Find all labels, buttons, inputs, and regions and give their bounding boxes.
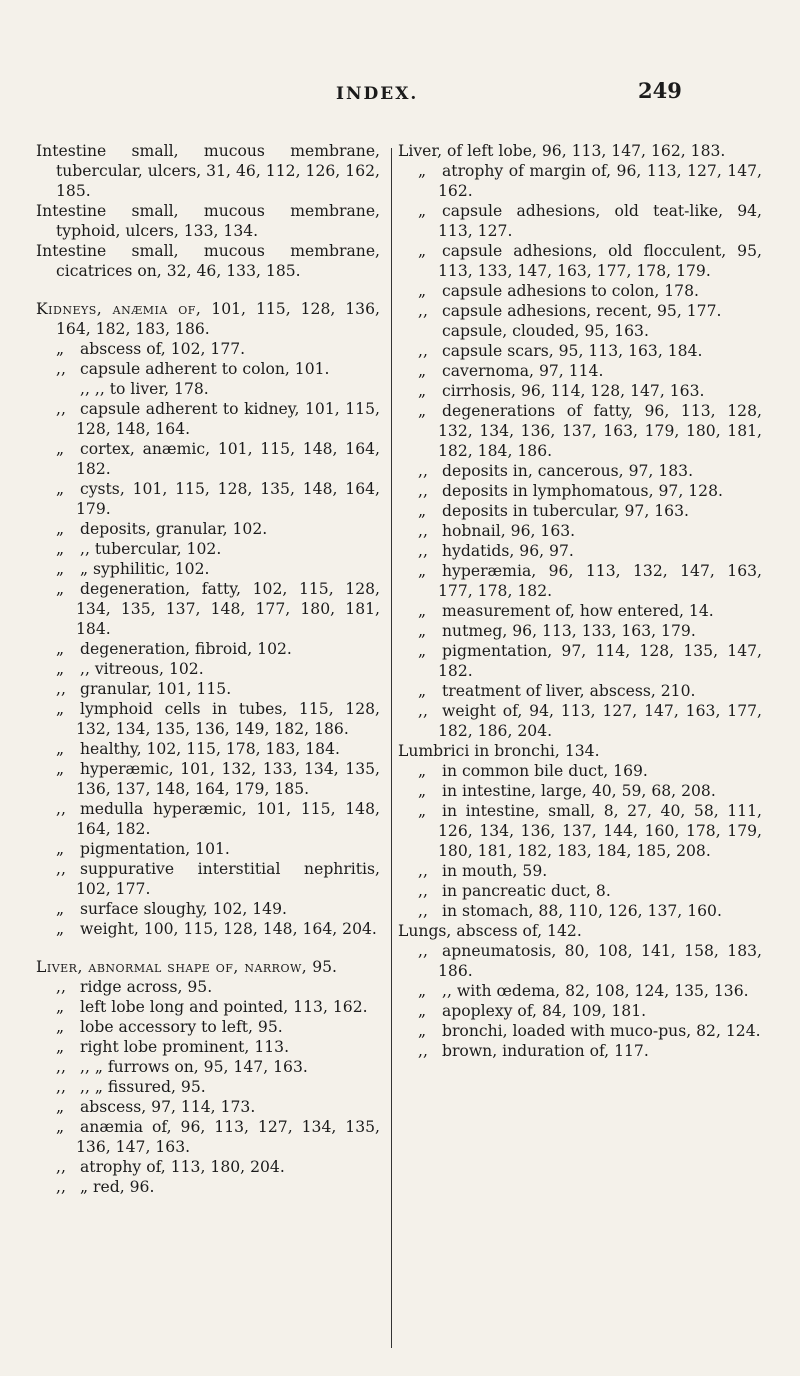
index-entry: Lumbrici in bronchi, 134. [398,742,600,760]
index-subentry [398,301,762,321]
index-subentry [398,561,762,601]
index-entry: Intestine small, mucous membrane, tubercular, ulcers, 31, 46, 112, 126, 162, 185. [36,142,380,200]
subentry-text: abscess of, 102, 177. [80,340,246,358]
ditto-mark: „ [56,520,65,538]
subentry-text: brown, induration of, 117. [442,1042,649,1060]
subentry-text: ,, ,, to liver, 178. [80,380,209,398]
index-subentry [36,659,380,679]
subentry-text: surface sloughy, 102, 149. [80,900,287,918]
ditto-mark: „ [56,900,65,918]
ditto-mark: ,, [418,942,428,960]
subentry-text: deposits in lymphomatous, 97, 128. [442,482,723,500]
subentry-text: degenerations of fatty, 96, 113, 128, 132, 134, 136, 137, 163, 179, 180, 181, 182, 184, 186. [438,402,762,460]
ditto-mark: ,, [418,482,428,500]
subentry-text: hydatids, 96, 97. [442,542,574,560]
index-subentry [398,801,762,861]
subentry-text: capsule adhesions, old teat-like, 94, 113, 127. [438,202,762,240]
ditto-mark: ,, [418,882,428,900]
ditto-mark: „ [418,162,427,180]
column-divider [391,148,392,1348]
ditto-mark: „ [418,282,427,300]
subentry-text: lobe accessory to left, 95. [80,1018,283,1036]
subentry-text: cavernoma, 97, 114. [442,362,604,380]
subentry-text: deposits, granular, 102. [80,520,268,538]
ditto-mark: ,, [418,522,428,540]
subentry-text: measurement of, how entered, 14. [442,602,714,620]
subentry-text: pigmentation, 101. [80,840,230,858]
subentry-text: in intestine, large, 40, 59, 68, 208. [442,782,716,800]
subentry-text: lymphoid cells in tubes, 115, 128, 132, 134, 135, 136, 149, 182, 186. [76,700,380,738]
subentry-text: atrophy of, 113, 180, 204. [80,1158,285,1176]
subentry-text: capsule adhesions to colon, 178. [442,282,699,300]
index-subentry [398,461,762,481]
ditto-mark: „ [418,242,427,260]
index-heading: Liver, abnormal shape of, narrow, [36,958,308,976]
index-subentry [398,321,762,341]
subentry-text: deposits in, cancerous, 97, 183. [442,462,694,480]
ditto-mark: „ [56,1038,65,1056]
ditto-mark: „ [418,762,427,780]
index-subentry [398,501,762,521]
subentry-text: apneumatosis, 80, 108, 141, 158, 183, 186. [438,942,762,980]
ditto-mark: ,, [418,462,428,480]
subentry-text: cirrhosis, 96, 114, 128, 147, 163. [442,382,705,400]
ditto-mark: „ [418,682,427,700]
index-subentry [398,1001,762,1021]
subentry-text: capsule adhesions, recent, 95, 177. [442,302,722,320]
ditto-mark: „ [56,1018,65,1036]
subentry-text: capsule adherent to colon, 101. [80,360,330,378]
index-subentry [36,1077,380,1097]
subentry-text: ,, vitreous, 102. [80,660,204,678]
left-column [36,141,380,1197]
ditto-mark: ,, [56,860,66,878]
subentry-text: right lobe prominent, 113. [80,1038,290,1056]
ditto-mark: „ [418,562,427,580]
index-entry: Lungs, abscess of, 142. [398,922,582,940]
index-subentry [36,977,380,997]
index-subentry [36,379,380,399]
ditto-mark: „ [418,382,427,400]
index-heading-entry [36,299,380,339]
page-header [0,78,800,114]
subentry-text: hyperæmic, 101, 132, 133, 134, 135, 136, 137, 148, 164, 179, 185. [76,760,380,798]
subentry-text: abscess, 97, 114, 173. [80,1098,256,1116]
index-subentry [36,919,380,939]
index-subentry [398,601,762,621]
subentry-text: ,, „ furrows on, 95, 147, 163. [80,1058,308,1076]
ditto-mark: „ [56,640,65,658]
subentry-text: ridge across, 95. [80,978,213,996]
index-entry: Liver, of left lobe, 96, 113, 147, 162, 183. [398,142,726,160]
index-subentry [36,799,380,839]
index-subentry [36,579,380,639]
ditto-mark: „ [418,782,427,800]
index-subentry [36,1097,380,1117]
ditto-mark: ,, [56,1058,66,1076]
ditto-mark: ,, [418,302,428,320]
subentry-text: ,, „ fissured, 95. [80,1078,206,1096]
subentry-text: pigmentation, 97, 114, 128, 135, 147, 182. [438,642,762,680]
subentry-text: in stomach, 88, 110, 126, 137, 160. [442,902,722,920]
section-gap [36,939,380,957]
index-subentry [398,761,762,781]
ditto-mark: ,, [56,1178,66,1196]
index-subentry [36,1157,380,1177]
ditto-mark: „ [418,1002,427,1020]
index-subentry [36,1037,380,1057]
index-subentry [36,759,380,799]
ditto-mark: ,, [56,1158,66,1176]
subentry-text: capsule scars, 95, 113, 163, 184. [442,342,703,360]
subentry-text: degeneration, fibroid, 102. [80,640,292,658]
index-subentry [36,1057,380,1077]
ditto-mark: „ [418,602,427,620]
index-subentry [398,941,762,981]
ditto-mark: „ [418,502,427,520]
index-subentry [398,641,762,681]
subentry-text: ,, tubercular, 102. [80,540,222,558]
index-subentry [36,739,380,759]
ditto-mark: „ [56,1118,65,1136]
index-subentry [398,361,762,381]
ditto-mark: „ [418,1022,427,1040]
index-heading: Kidneys, anæmia of, [36,300,202,318]
subentry-text: healthy, 102, 115, 178, 183, 184. [80,740,340,758]
ditto-mark: „ [56,580,65,598]
subentry-text: degeneration, fatty, 102, 115, 128, 134, 135, 137, 148, 177, 180, 181, 184. [76,580,380,638]
subentry-text: atrophy of margin of, 96, 113, 127, 147, 162. [438,162,762,200]
ditto-mark: „ [56,840,65,858]
index-subentry [36,859,380,899]
index-heading-entry [36,957,380,977]
index-heading-pages: 101, 115, 128, 136, 164, 182, 183, 186. [56,300,380,338]
subentry-text: in common bile duct, 169. [442,762,648,780]
ditto-mark: „ [56,700,65,718]
ditto-mark: ,, [418,702,428,720]
subentry-text: in pancreatic duct, 8. [442,882,611,900]
ditto-mark: ,, [56,978,66,996]
index-subentry [398,701,762,741]
ditto-mark: „ [56,440,65,458]
ditto-mark: „ [56,660,65,678]
subentry-text: deposits in tubercular, 97, 163. [442,502,689,520]
ditto-mark: „ [418,362,427,380]
ditto-mark: ,, [56,800,66,818]
index-subentry [398,201,762,241]
subentry-text: weight, 100, 115, 128, 148, 164, 204. [80,920,377,938]
index-subentry [36,399,380,439]
subentry-text: in mouth, 59. [442,862,548,880]
subentry-text: bronchi, loaded with muco-pus, 82, 124. [442,1022,761,1040]
index-subentry [398,981,762,1001]
index-subentry [398,621,762,641]
ditto-mark: „ [56,760,65,778]
ditto-mark: ,, [418,902,428,920]
ditto-mark: ,, [56,1078,66,1096]
subentry-text: cysts, 101, 115, 128, 135, 148, 164, 179. [76,480,380,518]
index-subentry [398,881,762,901]
index-subentry [398,681,762,701]
page-number: 249 [638,78,682,103]
ditto-mark: „ [418,402,427,420]
index-subentry [398,161,762,201]
index-subentry [398,521,762,541]
subentry-text: capsule adherent to kidney, 101, 115, 128, 148, 164. [76,400,380,438]
ditto-mark: „ [418,982,427,1000]
index-subentry [36,1017,380,1037]
ditto-mark: ,, [418,862,428,880]
subentry-text: hyperæmia, 96, 113, 132, 147, 163, 177, 178, 182. [438,562,762,600]
subentry-text: ,, with œdema, 82, 108, 124, 135, 136. [442,982,749,1000]
ditto-mark: „ [56,480,65,498]
index-subentry [398,481,762,501]
index-subentry [36,899,380,919]
index-subentry [398,1021,762,1041]
subentry-text: treatment of liver, abscess, 210. [442,682,696,700]
subentry-text: left lobe long and pointed, 113, 162. [80,998,368,1016]
subentry-text: medulla hyperæmic, 101, 115, 148, 164, 182. [76,800,380,838]
index-subentry [36,1177,380,1197]
index-subentry [36,1117,380,1157]
index-entry: Intestine small, mucous membrane, typhoid, ulcers, 133, 134. [36,202,380,240]
subentry-text: capsule adhesions, old flocculent, 95, 113, 133, 147, 163, 177, 178, 179. [438,242,762,280]
ditto-mark: „ [56,998,65,1016]
index-subentry [398,1041,762,1061]
index-subentry [398,901,762,921]
section-gap [36,281,380,299]
index-subentry [36,997,380,1017]
right-column [398,141,762,1061]
index-entry: Intestine small, mucous membrane, cicatrices on, 32, 46, 133, 185. [36,242,380,280]
index-subentry [36,539,380,559]
index-subentry [36,839,380,859]
subentry-text: „ syphilitic, 102. [80,560,210,578]
ditto-mark: „ [418,622,427,640]
subentry-text: hobnail, 96, 163. [442,522,576,540]
index-subentry [398,401,762,461]
ditto-mark: ,, [56,680,66,698]
index-subentry [398,241,762,281]
index-subentry [36,519,380,539]
index-subentry [36,639,380,659]
subentry-text: granular, 101, 115. [80,680,232,698]
ditto-mark: ,, [56,400,66,418]
subentry-text: in intestine, small, 8, 27, 40, 58, 111, 126, 134, 136, 137, 144, 160, 178, 179, 180, 181, 182, 183, 184, 185, 208. [438,802,762,860]
index-subentry [398,781,762,801]
index-subentry [36,679,380,699]
ditto-mark: ,, [418,542,428,560]
ditto-mark: „ [418,802,427,820]
ditto-mark: „ [56,1098,65,1116]
ditto-mark: ,, [56,360,66,378]
subentry-text: nutmeg, 96, 113, 133, 163, 179. [442,622,696,640]
ditto-mark: „ [418,642,427,660]
ditto-mark: „ [56,340,65,358]
subentry-text: cortex, anæmic, 101, 115, 148, 164, 182. [76,440,380,478]
subentry-text: weight of, 94, 113, 127, 147, 163, 177, 182, 186, 204. [438,702,762,740]
index-subentry [36,479,380,519]
ditto-mark: „ [418,202,427,220]
index-subentry [36,359,380,379]
index-subentry [36,699,380,739]
running-title: INDEX. [336,84,419,104]
index-subentry [398,341,762,361]
subentry-text: anæmia of, 96, 113, 127, 134, 135, 136, 147, 163. [76,1118,380,1156]
subentry-text: „ red, 96. [80,1178,155,1196]
ditto-mark: ,, [418,342,428,360]
ditto-mark: „ [56,540,65,558]
index-subentry [36,559,380,579]
ditto-mark: „ [56,740,65,758]
subentry-text: capsule, clouded, 95, 163. [442,322,649,340]
index-subentry [398,541,762,561]
index-subentry [398,861,762,881]
index-subentry [398,281,762,301]
index-subentry [398,381,762,401]
index-subentry [36,339,380,359]
ditto-mark: „ [56,560,65,578]
subentry-text: apoplexy of, 84, 109, 181. [442,1002,647,1020]
index-heading-pages: 95. [307,958,337,976]
ditto-mark: ,, [418,1042,428,1060]
ditto-mark: „ [56,920,65,938]
index-subentry [36,439,380,479]
subentry-text: suppurative interstitial nephritis, 102, 177. [76,860,380,898]
